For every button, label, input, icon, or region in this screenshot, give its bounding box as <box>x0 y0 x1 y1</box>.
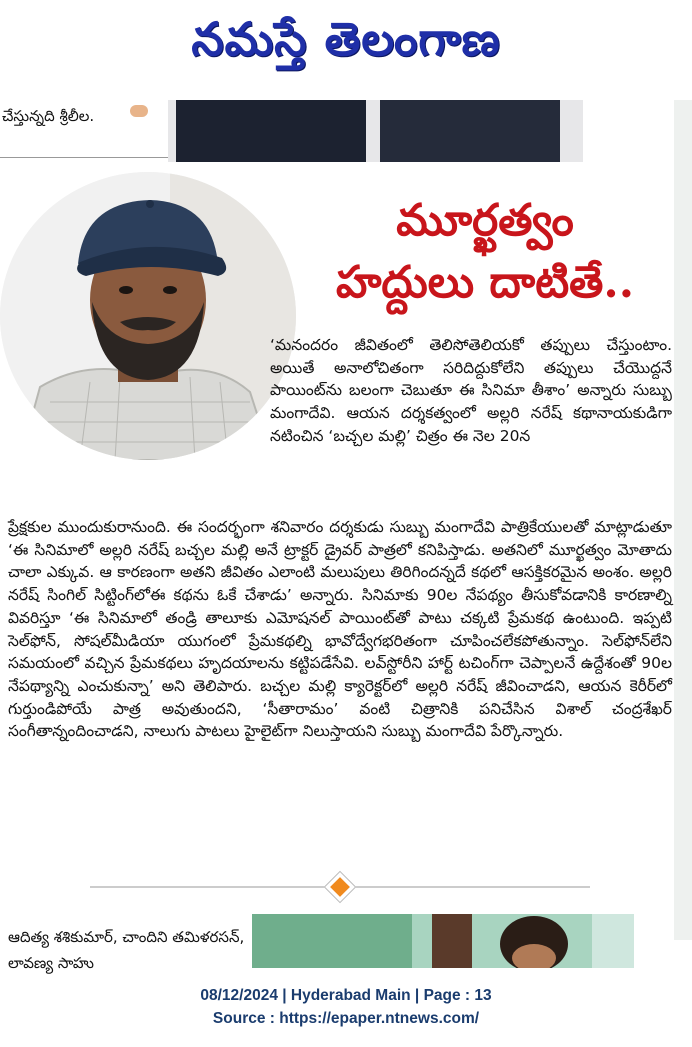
footer-page: Page : 13 <box>423 987 492 1004</box>
next-article-photo <box>252 914 634 968</box>
footer-date: 08/12/2024 <box>200 987 278 1004</box>
article-headline <box>300 190 670 314</box>
photo-fragment <box>130 105 148 117</box>
footer-source <box>0 1007 692 1030</box>
previous-article-photo <box>168 100 583 162</box>
article-paragraph-intro: ‘మనందరం జీవితంలో తెలిసోతెలియకో తప్పులు చేస్తుంటాం. అయితే అనాలోచితంగా సరిదిద్దుకోలేని తప్పులు చేయొద్దనే పాయింట్‌ను బలంగా చెబుతూ ఈ సినిమా తీశాం’ అన్నారు సుబ్బు మంగాదేవి. ఆయన దర్శకత్వంలో అల్లరి నరేష్ కథానాయకుడిగా నటించిన ‘బచ్చల మల్లి’ చిత్రం ఈ నెల 20న <box>270 336 672 445</box>
adjacent-column-edge <box>674 100 692 940</box>
photo-figure-right <box>380 100 560 162</box>
newspaper-masthead <box>0 6 692 72</box>
section-divider <box>80 870 600 904</box>
portrait-illustration <box>0 172 296 460</box>
footer-source-text: Source : https://epaper.ntnews.com/ <box>212 1010 480 1027</box>
director-portrait-photo <box>0 172 296 460</box>
divider-diamond-icon <box>80 870 600 904</box>
headline-line-2: హద్దులు దాటితే.. <box>335 257 635 308</box>
headline-line-1: మూర్ఖత్వం <box>396 195 574 246</box>
page-footer <box>0 984 692 1030</box>
article-paragraph-main: ప్రేక్షకుల ముందుకురానుంది. ఈ సందర్భంగా శనివారం దర్శకుడు సుబ్బు మంగాదేవి పాత్రికేయులతో మాట్లాడుతూ ‘ఈ సినిమాలో అల్లరి నరేష్ బచ్చల మల్లి అనే ట్రాక్టర్ డ్రైవర్ పాత్రలో కనిపిస్తాడు. అతనిలో మూర్ఖత్వం మోతాదు చాలా ఎక్కువ. ఆ కారణంగా అతని జీవితం ఎలాంటి మలుపులు తిరిగిందన్నదే కథలో ఆసక్తికరమైన అంశం. అల్లరి నరేష్ సింగిల్ సిట్టింగ్‌లోఈ కథను ఓకే చేశాడు’ అన్నారు. సినిమాకు 90ల నేపథ్యం తీసుకోవడానికి కారణాల్ని వివరిస్తూ ‘ఈ సినిమాలో తండ్రి తాలూకు ఎమోషనల్ పాయింట్‌తో పాటు చక్కటి ప్రేమకథ ఉంటుంది. ఇప్పటి సెల్‌ఫోన్, సోషల్‌మీడియా యుగంలో ప్రేమకథల్ని భావోద్వేగభరితంగా చూపించలేకపోతున్నాం. సెల్‌ఫోన్‌లేని సమయంలో వచ్చిన ప్రేమకథలు హృదయాలను కట్టిపడేసేవి. లవ్‌స్టోరీని హార్ట్ టచింగ్‌గా చెప్పాలనే ఉద్దేశంతో 90ల నేపథ్యాన్ని ఎంచుకున్నా’ అని తెలిపారు. బచ్చల మల్లి క్యారెక్టర్‌లో అల్లరి నరేష్ జీవించాడని, ఆయన కెరీర్‌లో గుర్తుండిపోయే పాత్ర అవుతుందని, ‘సీతారామం’ వంటి చిత్రానికి పనిచేసిన విశాల్ చంద్రశేఖర్ సంగీతాన్నందించాడని, నాలుగు పాటలు హైలైట్‌గా నిలుస్తాయని సుబ్బు మంగాదేవి పేర్కొన్నారు. <box>8 518 672 741</box>
footer-line-1: 08/12/2024 | Hyderabad Main | Page : 13 <box>200 987 492 1004</box>
photo-figure-left <box>176 100 366 162</box>
masthead-title: నమస్తే తెలంగాణ <box>191 12 501 66</box>
footer-edition: Hyderabad Main <box>290 987 411 1004</box>
previous-article-caption <box>0 103 170 158</box>
next-photo-illustration <box>252 914 634 968</box>
next-article-caption: ఆదిత్య శశికుమార్, చాందిని తమిళరసన్, లావణ్య సాహు <box>8 928 245 972</box>
previous-caption-text: చేస్తున్నది శ్రీలీల. <box>2 107 95 125</box>
